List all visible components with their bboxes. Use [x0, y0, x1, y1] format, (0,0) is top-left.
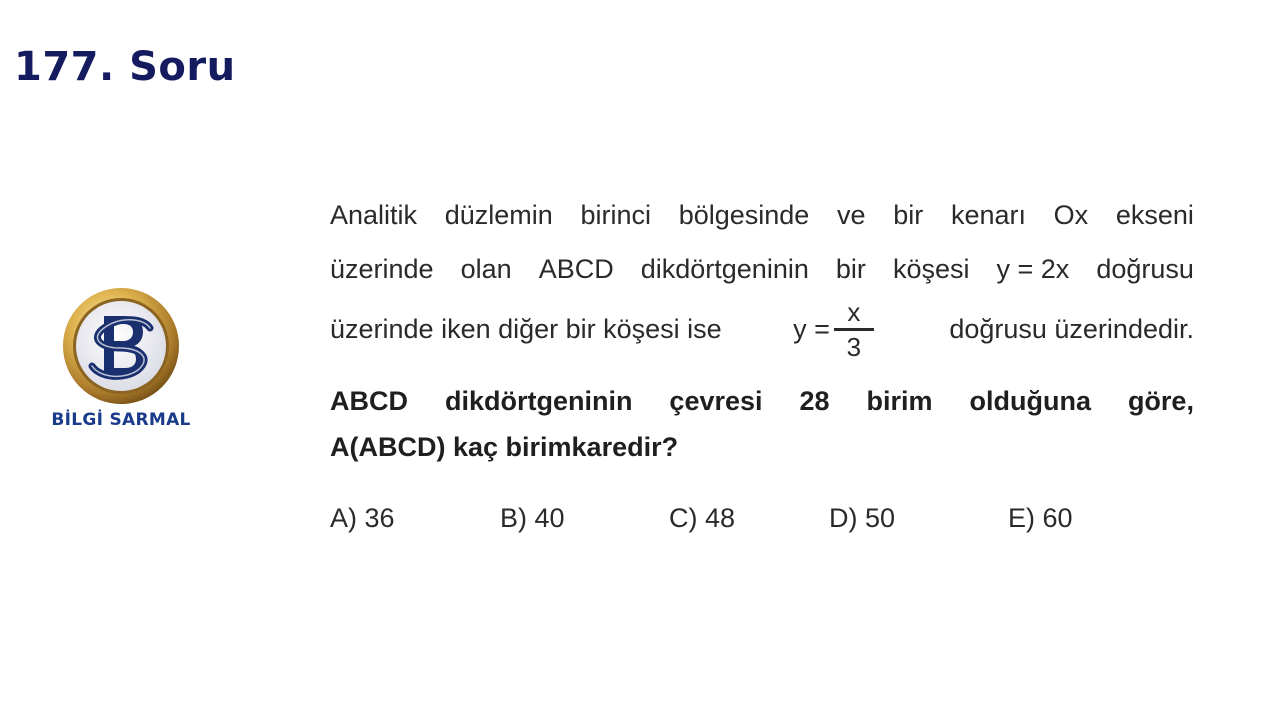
equation-y-2x: y = 2x [996, 254, 1070, 284]
option-b[interactable]: B) 40 [500, 503, 565, 533]
option-a[interactable]: A) 36 [330, 503, 395, 533]
question-line-1 [330, 188, 1194, 242]
question-prompt [330, 378, 1194, 470]
question-word: ABCD [538, 254, 614, 284]
question-word: bir [893, 200, 924, 230]
bilgi-sarmal-logo [44, 286, 198, 436]
prompt-word: 28 [799, 386, 830, 416]
question-text-segment: üzerinde iken diğer bir köşesi ise [330, 313, 722, 344]
prompt-word: göre, [1127, 386, 1194, 416]
fraction-denominator: 3 [846, 331, 862, 362]
question-word: Ox [1053, 200, 1089, 230]
question-word: üzerinde [330, 254, 434, 284]
question-word: olan [460, 254, 512, 284]
prompt-word: olduğuna [969, 386, 1091, 416]
option-c[interactable]: C) 48 [669, 503, 736, 533]
logo-emblem-icon [60, 286, 182, 406]
prompt-word: dikdörtgeninin [444, 386, 633, 416]
fraction [834, 298, 874, 361]
option-e[interactable]: E) 60 [1008, 503, 1073, 533]
question-word: birinci [580, 200, 652, 230]
fraction-bar [834, 328, 874, 331]
question-word: Analitik [330, 200, 418, 230]
question-text-segment: doğrusu üzerindedir. [949, 313, 1194, 344]
fraction-numerator: x [847, 296, 861, 327]
prompt-line-2: A(ABCD) kaç birimkaredir? [330, 432, 679, 462]
question-line-2 [330, 242, 1194, 296]
prompt-word: ABCD [330, 386, 408, 416]
question-word: kenarı [950, 200, 1026, 230]
question-body [330, 188, 1194, 470]
question-word: bir [835, 254, 866, 284]
question-line-3 [330, 296, 1194, 362]
question-word: köşesi [892, 254, 970, 284]
prompt-word: birim [866, 386, 933, 416]
prompt-word: çevresi [669, 386, 763, 416]
question-number-title: 177. Soru [14, 44, 236, 90]
prompt-line-1 [330, 378, 1194, 424]
option-d[interactable]: D) 50 [829, 503, 896, 533]
logo-brand-text: BİLGİ SARMAL [51, 410, 191, 430]
question-word: düzlemin [444, 200, 553, 230]
equation-y-x-over-3 [793, 298, 878, 361]
question-word: ekseni [1115, 200, 1194, 230]
question-word: ve [837, 200, 866, 230]
question-word: bölgesinde [678, 200, 810, 230]
answer-options [330, 503, 1230, 543]
question-word: dikdörtgeninin [640, 254, 809, 284]
question-word: doğrusu [1096, 254, 1194, 284]
equation-left-side: y = [793, 313, 830, 344]
